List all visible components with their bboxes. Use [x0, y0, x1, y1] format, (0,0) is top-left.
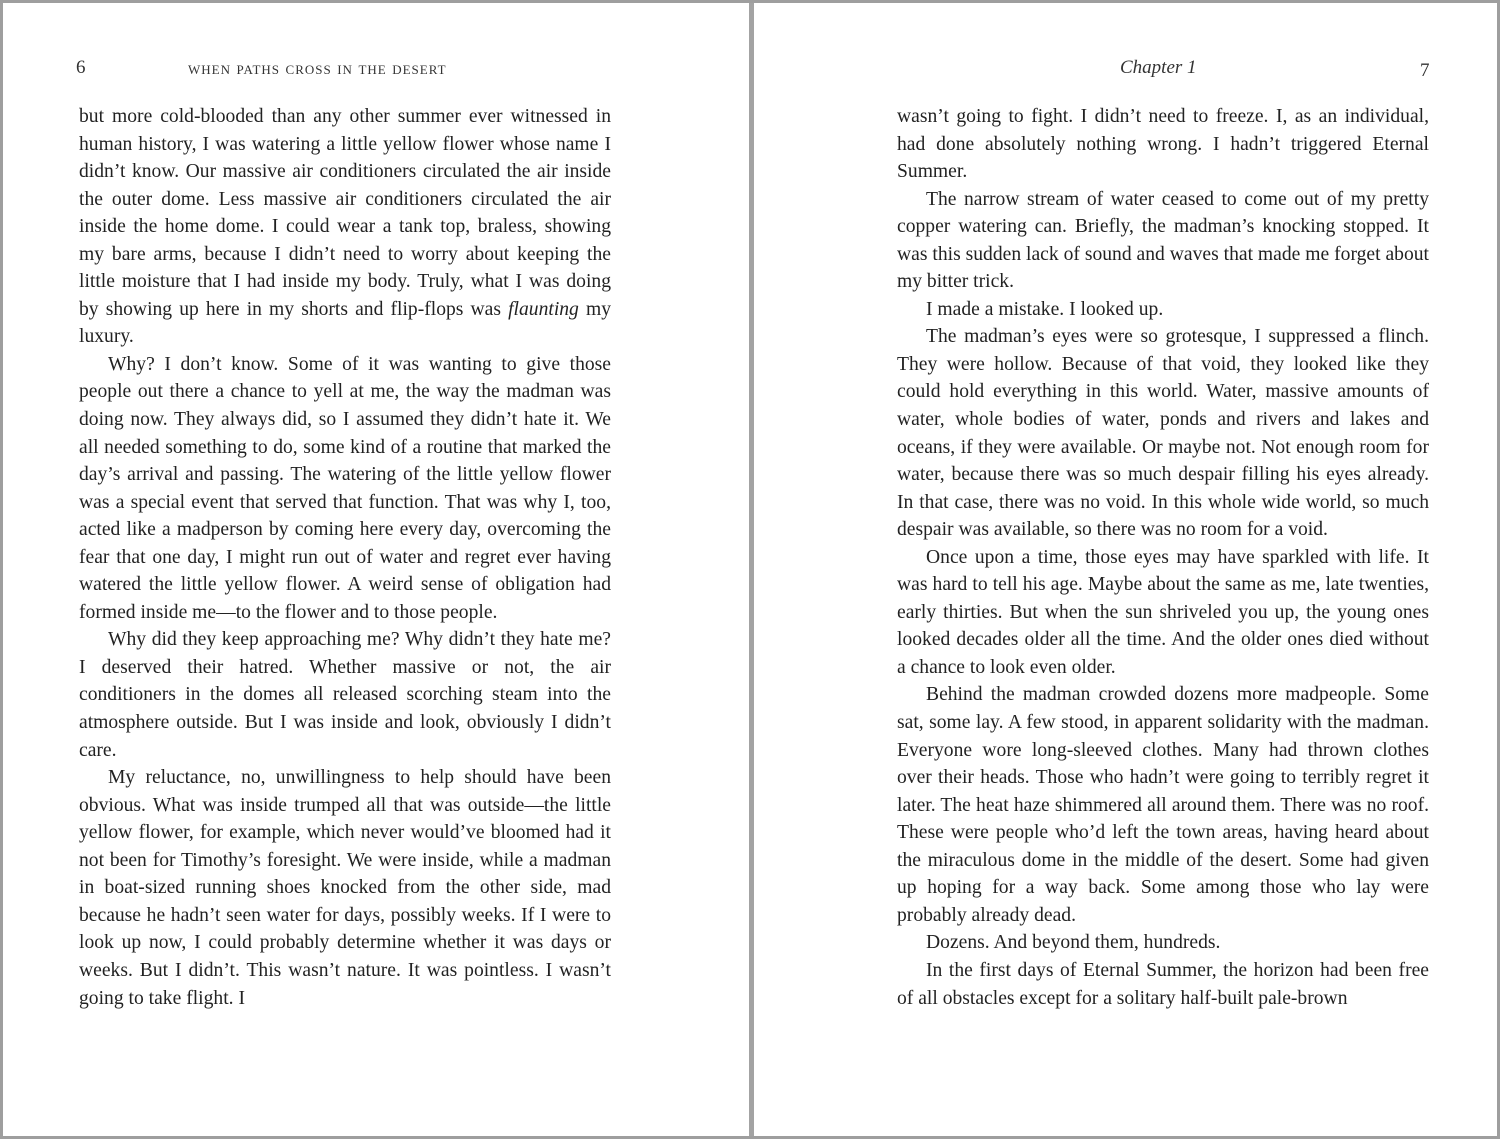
- right-page: [754, 3, 1497, 1136]
- left-page: [3, 3, 749, 1136]
- paragraph: Behind the madman crowded dozens more madpeople. Some sat, some lay. A few stood, in apparent solidarity with the madman. Everyone wore long-sleeved clothes. Many had thrown clothes over their heads. Those who hadn’t were going to terribly regret it later. The heat haze shimmered all around them. There was no roof. These were people who’d left the town areas, having heard about the miraculous dome in the middle of the desert. Some had given up hoping for a way back. Some among those who lay were probably already dead.: [897, 684, 1429, 926]
- paragraph: I made a mistake. I looked up.: [926, 298, 1164, 320]
- body-text: [897, 103, 1429, 1012]
- page-number: 6: [76, 57, 86, 78]
- page-number: 7: [1420, 60, 1430, 81]
- running-head-title: when paths cross in the desert: [188, 58, 447, 78]
- paragraph: Once upon a time, those eyes may have sparkled with life. It was hard to tell his age. Maybe about the same as me, late twenties, early thirties. But when the sun shriveled you up, the young ones looked decades older all the time. And the older ones died without a chance to look even older.: [897, 546, 1429, 678]
- paragraph: My reluctance, no, unwillingness to help should have been obvious. What was inside trumped all that was outside—the little yellow flower, for example, which never would’ve bloomed had it not been for Timothy’s foresight. We were inside, while a madman in boat-sized running shoes knocked from the other side, mad because he hadn’t seen water for days, possibly weeks. If I were to look up now, I could probably determine whether it was days or weeks. But I didn’t. This wasn’t nature. It was pointless. I wasn’t going to take flight. I: [79, 767, 611, 1009]
- running-head-chapter: Chapter 1: [1120, 57, 1197, 78]
- paragraph: Why did they keep approaching me? Why didn’t they hate me? I deserved their hatred. Whether massive or not, the air conditioners in the domes all released scorching steam into the atmosphere outside. But I was inside and look, obviously I didn’t care.: [79, 629, 611, 761]
- body-text: [79, 103, 611, 1012]
- emphasis: flaunting: [508, 298, 579, 320]
- paragraph: In the first days of Eternal Summer, the horizon had been free of all obstacles except for a solitary half-built pale-brown: [897, 959, 1429, 1009]
- paragraph: wasn’t going to fight. I didn’t need to freeze. I, as an individual, had done absolutely nothing wrong. I hadn’t triggered Eternal Summer.: [897, 106, 1429, 183]
- paragraph: but more cold-blooded than any other summer ever witnessed in human history, I was watering a little yellow flower whose name I didn’t know. Our massive air conditioners circulated the air inside the outer dome. Less massive air conditioners circulated the air inside the home dome. I could wear a tank top, braless, showing my bare arms, because I didn’t need to worry about keeping the little moisture that I had inside my body. Truly, what I was doing by showing up here in my shorts and flip-flops was flaunting my luxury.: [79, 106, 611, 348]
- paragraph: Why? I don’t know. Some of it was wanting to give those people out there a chance to yell at me, the way the madman was doing now. They always did, so I assumed they didn’t hate it. We all needed something to do, some kind of a routine that marked the day’s arrival and passing. The watering of the little yellow flower was a special event that served that function. That was why I, too, acted like a madperson by coming here every day, overcoming the fear that one day, I might run out of water and regret ever having watered the little yellow flower. A weird sense of obligation had formed inside me—to the flower and to those people.: [79, 353, 611, 623]
- paragraph: The narrow stream of water ceased to come out of my pretty copper watering can. Briefly, the madman’s knocking stopped. It was this sudden lack of sound and waves that made me forget about my bitter trick.: [897, 188, 1429, 293]
- paragraph: Dozens. And beyond them, hundreds.: [926, 932, 1221, 954]
- paragraph: The madman’s eyes were so grotesque, I suppressed a flinch. They were hollow. Because of that void, they looked like they could hold everything in this world. Water, massive amounts of water, whole bodies of water, ponds and rivers and lakes and oceans, if they were available. Or maybe not. Not enough room for water, because there was so much despair filling his eyes already. In that case, there was no void. In this whole wide world, so much despair was available, so there was no room for a void.: [897, 326, 1429, 541]
